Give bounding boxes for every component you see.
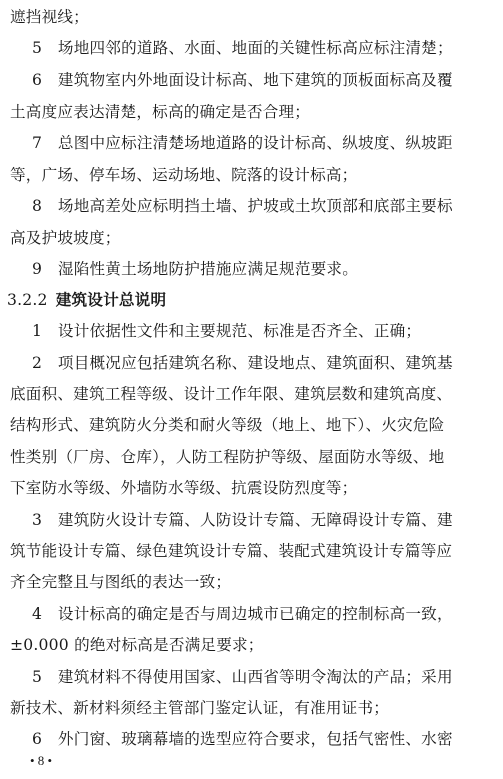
text-line: 结构形式、建筑防火分类和耐火等级（地上、地下）、火灾危险 — [10, 416, 445, 434]
text-line: 8 场地高差处应标明挡土墙、护坡或土坎顶部和底部主要标 — [32, 197, 453, 215]
text-line: 土高度应表达清楚，标高的确定是否合理； — [10, 103, 311, 121]
text-line: 6 外门窗、玻璃幕墙的选型应符合要求，包括气密性、水密 — [32, 730, 453, 748]
section-title: 建筑设计总说明 — [55, 290, 167, 309]
text-line: 9 湿陷性黄土场地防护措施应满足规范要求。 — [32, 260, 358, 278]
text-line: 2 项目概况应包括建筑名称、建设地点、建筑面积、建筑基 — [32, 354, 453, 372]
text-line: 6 建筑物室内外地面设计标高、地下建筑的顶板面标高及覆 — [32, 71, 453, 89]
text-line: 5 场地四邻的道路、水面、地面的关键性标高应标注清楚； — [32, 39, 453, 57]
text-line: 筑节能设计专篇、绿色建筑设计专篇、装配式建筑设计专篇等应 — [10, 542, 453, 560]
text-line: 3 建筑防火设计专篇、人防设计专篇、无障碍设计专篇、建 — [32, 511, 453, 529]
text-line: 7 总图中应标注清楚场地道路的设计标高、纵坡度、纵坡距 — [32, 134, 453, 152]
section-heading — [7, 290, 166, 310]
section-number: 3.2.2 — [7, 291, 48, 309]
text-line: ±0.000 的绝对标高是否满足要求； — [10, 636, 264, 654]
page-number: • 8 • — [30, 753, 53, 768]
text-line: 高及护坡坡度； — [10, 229, 121, 247]
text-line: 等，广场、停车场、运动场地、院落的设计标高； — [10, 166, 358, 184]
text-line: 下室防水等级、外墙防水等级、抗震设防烈度等； — [10, 479, 358, 497]
text-line: 新技术、新材料须经主管部门鉴定认证，有准用证书； — [10, 699, 390, 717]
text-line: 性类别（厂房、仓库），人防工程防护等级、屋面防水等级、地 — [10, 448, 445, 466]
text-line: 遮挡视线； — [10, 8, 89, 26]
text-line: 4 设计标高的确定是否与周边城市已确定的控制标高一致， — [32, 605, 453, 623]
text-line: 1 设计依据性文件和主要规范、标准是否齐全、正确； — [32, 322, 422, 340]
text-line: 底面积、建筑工程等级、设计工作年限、建筑层数和建筑高度、 — [10, 385, 453, 403]
text-line: 齐全完整且与图纸的表达一致； — [10, 573, 232, 591]
text-line: 5 建筑材料不得使用国家、山西省等明令淘汰的产品；采用 — [32, 668, 453, 686]
